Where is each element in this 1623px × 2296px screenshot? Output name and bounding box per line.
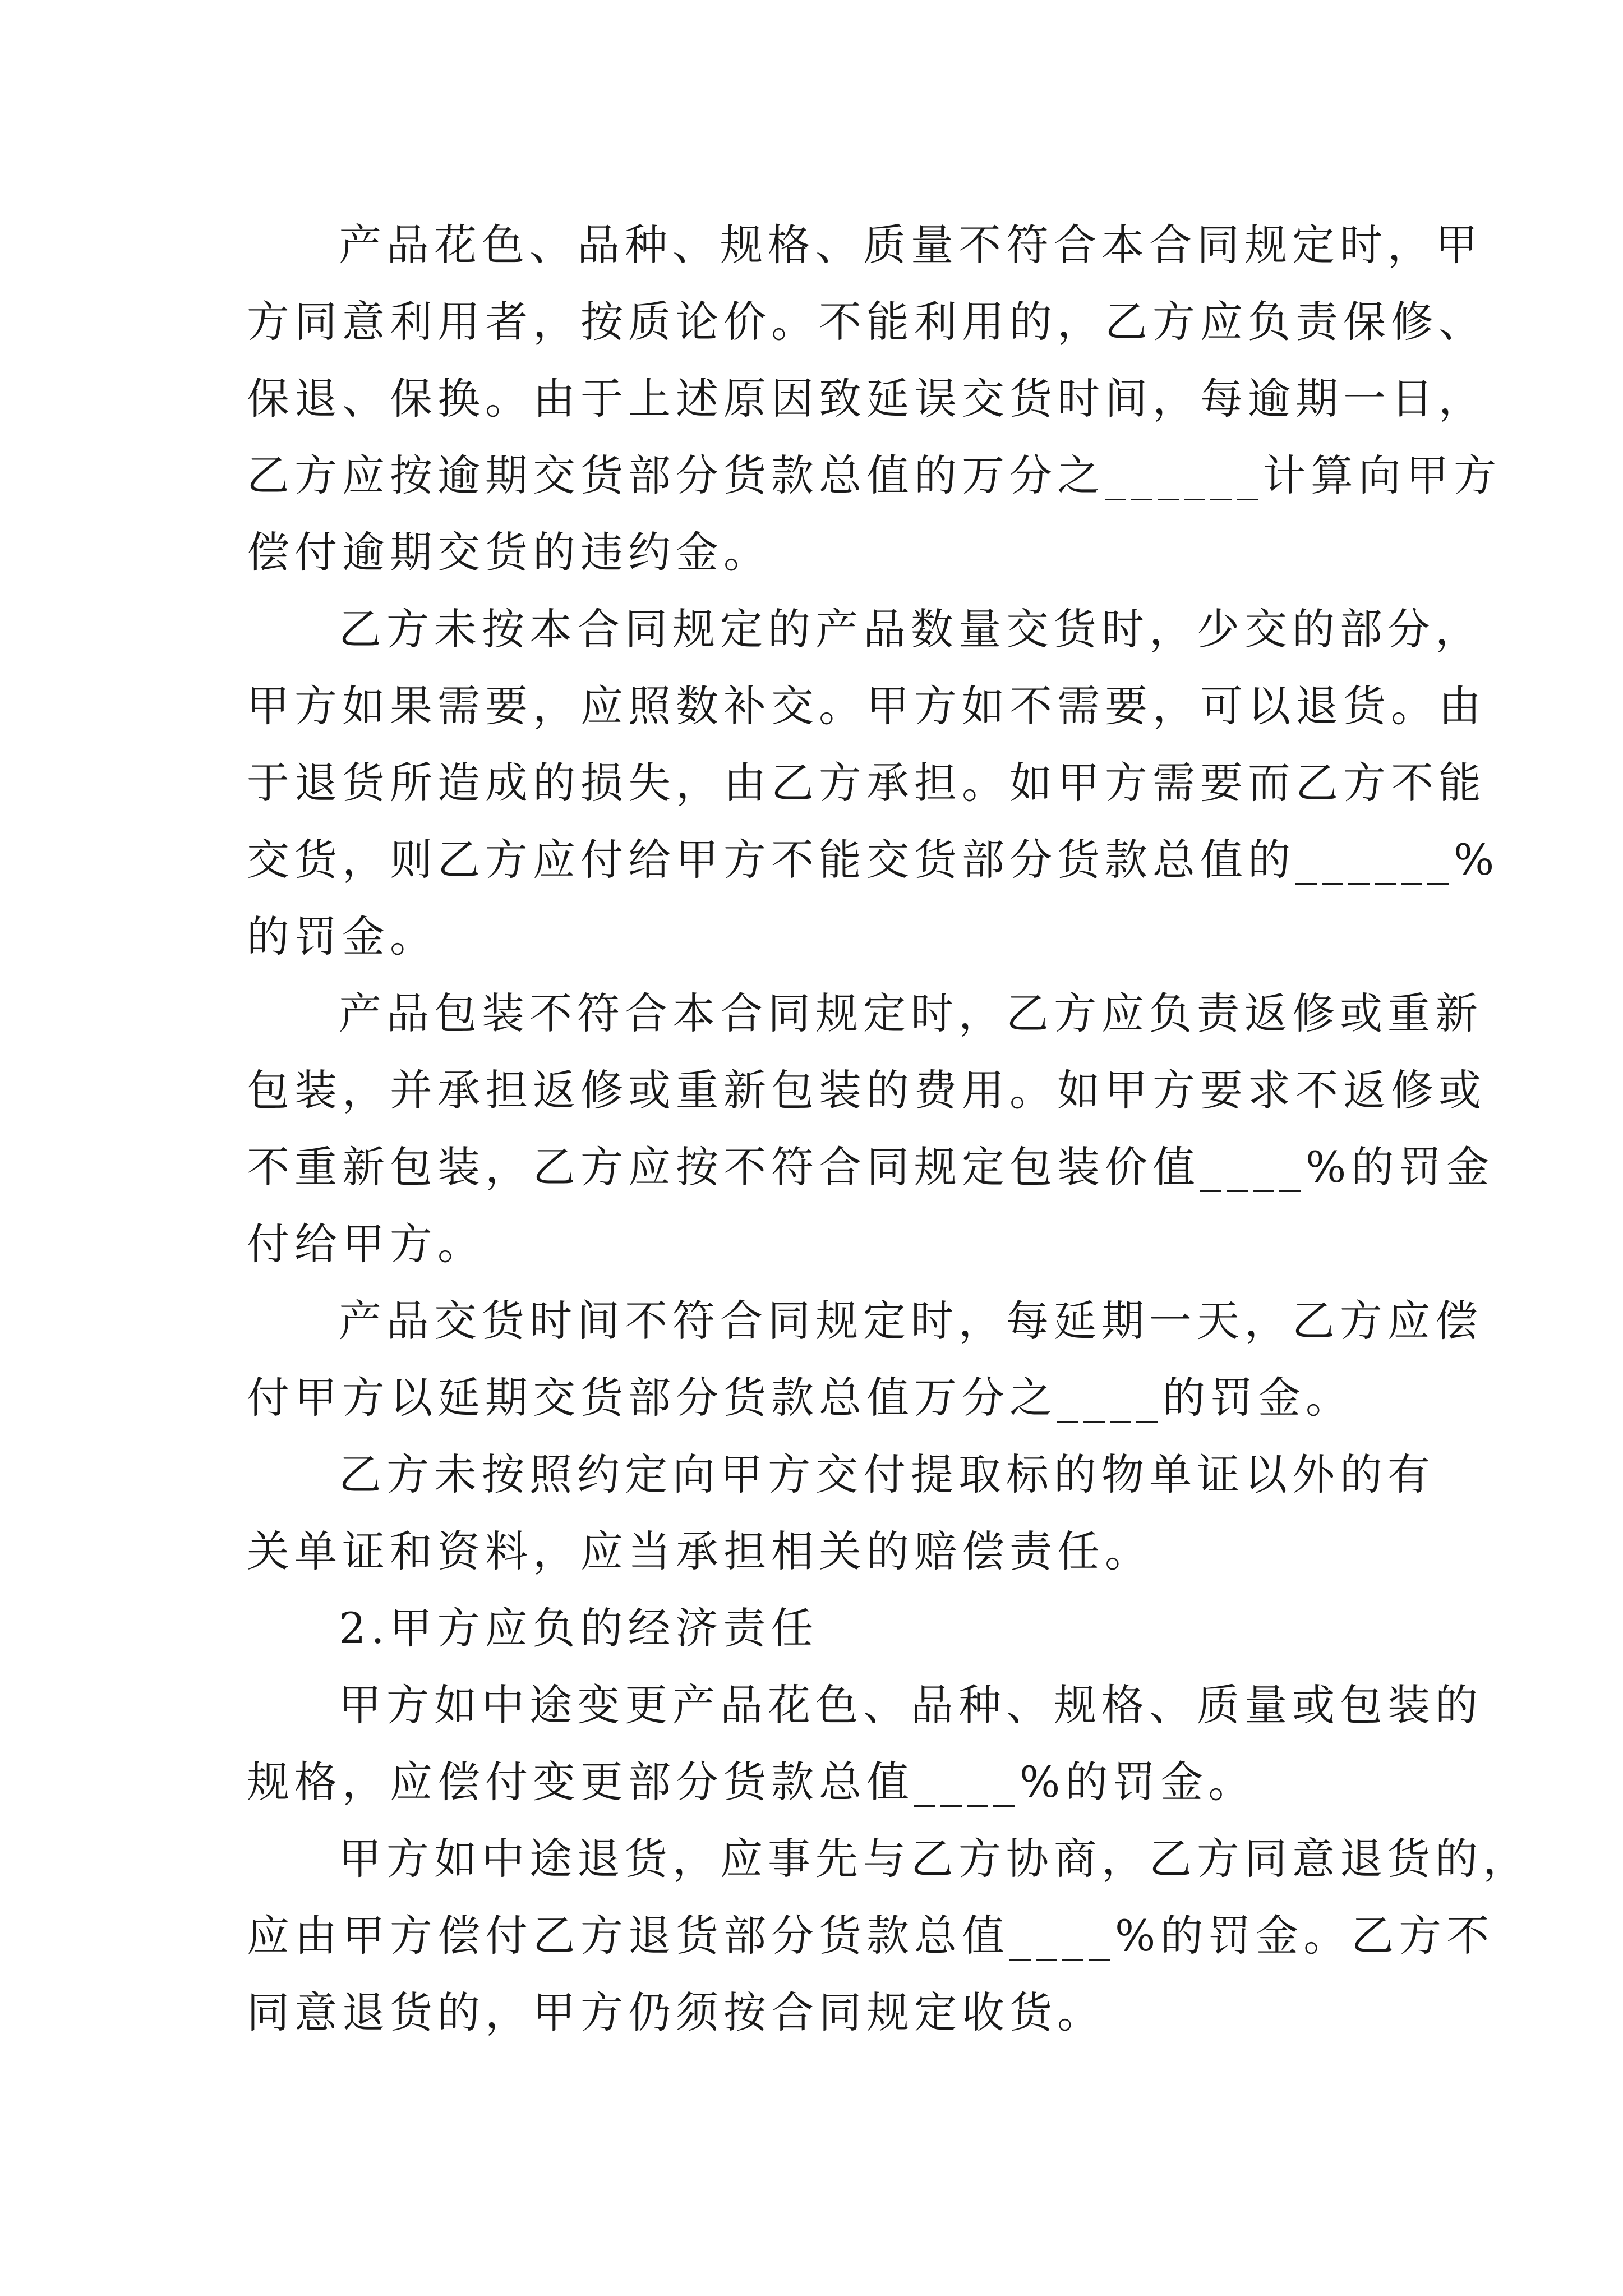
text-line: 乙方未按本合同规定的产品数量交货时，少交的部分， bbox=[339, 604, 1483, 654]
text-line: 方同意利用者，按质论价。不能利用的，乙方应负责保修、 bbox=[247, 297, 1486, 347]
text-line: 关单证和资料，应当承担相关的赔偿责任。 bbox=[247, 1526, 1152, 1576]
text-line: 甲方如中途退货，应事先与乙方协商，乙方同意退货的， bbox=[339, 1834, 1530, 1884]
text-line: 付给甲方。 bbox=[247, 1219, 485, 1269]
contract-text bbox=[247, 206, 1530, 2051]
text-line: 产品交货时间不符合同规定时，每延期一天，乙方应偿 bbox=[339, 1296, 1483, 1346]
text-line: 应由甲方偿付乙方退货部分货款总值____%的罚金。乙方不 bbox=[247, 1911, 1495, 1961]
text-line: 同意退货的，甲方仍须按合同规定收货。 bbox=[247, 1987, 1105, 2037]
text-line: 甲方如中途变更产品花色、品种、规格、质量或包装的 bbox=[339, 1680, 1483, 1730]
text-line: 保退、保换。由于上述原因致延误交货时间，每逾期一日， bbox=[247, 374, 1486, 424]
text-line: 包装，并承担返修或重新包装的费用。如甲方要求不返修或 bbox=[247, 1065, 1486, 1115]
text-line: 付甲方以延期交货部分货款总值万分之____的罚金。 bbox=[247, 1373, 1353, 1423]
text-line: 甲方如果需要，应照数补交。甲方如不需要，可以退货。由 bbox=[247, 681, 1486, 731]
text-line: 的罚金。 bbox=[247, 912, 437, 961]
text-line: 不重新包装，乙方应按不符合同规定包装价值____%的罚金 bbox=[247, 1142, 1495, 1192]
text-line: 产品包装不符合本合同规定时，乙方应负责返修或重新 bbox=[339, 988, 1483, 1038]
section-heading: 2.甲方应负的经济责任 bbox=[339, 1603, 819, 1653]
text-line: 偿付逾期交货的违约金。 bbox=[247, 527, 771, 577]
text-line: 规格，应偿付变更部分货款总值____%的罚金。 bbox=[247, 1757, 1256, 1807]
text-line: 于退货所造成的损失，由乙方承担。如甲方需要而乙方不能 bbox=[247, 758, 1486, 808]
text-line: 产品花色、品种、规格、质量不符合本合同规定时，甲 bbox=[339, 220, 1483, 270]
text-line: 乙方应按逾期交货部分货款总值的万分之______计算向甲方 bbox=[247, 450, 1501, 500]
text-line: 交货，则乙方应付给甲方不能交货部分货款总值的______% bbox=[247, 835, 1500, 885]
text-line: 乙方未按照约定向甲方交付提取标的物单证以外的有 bbox=[339, 1450, 1435, 1499]
